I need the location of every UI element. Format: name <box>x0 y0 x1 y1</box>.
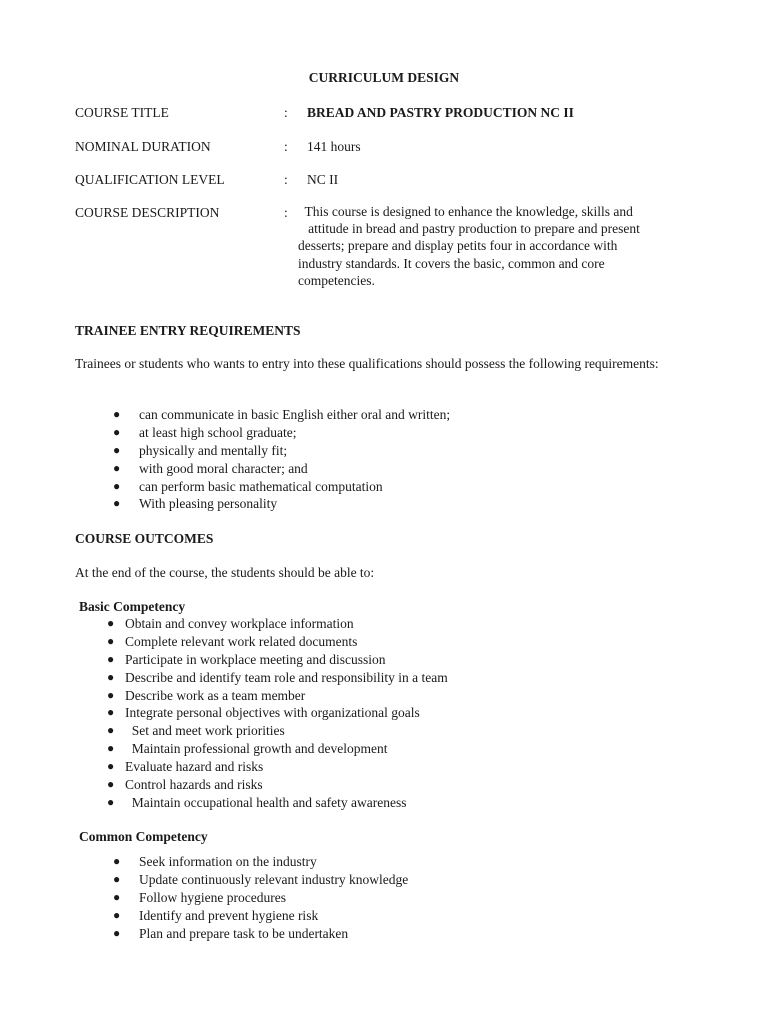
trainee-entry-heading: TRAINEE ENTRY REQUIREMENTS <box>75 323 301 338</box>
bullet-icon: ● <box>113 889 121 904</box>
course-description-line: desserts; prepare and display petits four in accordance with <box>298 238 618 254</box>
bullet-icon: ● <box>107 687 115 702</box>
bullet-icon: ● <box>113 496 121 511</box>
qualification-level-label: QUALIFICATION LEVEL <box>75 172 225 187</box>
bullet-icon: ● <box>113 925 121 940</box>
document-title: CURRICULUM DESIGN <box>308 70 460 85</box>
qualification-level-value: NC II <box>307 172 339 187</box>
bullet-icon: ● <box>107 759 115 774</box>
course-description-separator: : <box>284 205 288 220</box>
bullet-icon: ● <box>107 794 115 809</box>
trainee-entry-intro: Trainees or students who wants to entry into these qualifications should possess the following requirements: <box>75 356 659 371</box>
bullet-icon: ● <box>107 633 115 648</box>
course-outcomes-intro: At the end of the course, the students should be able to: <box>75 565 375 580</box>
common-competency-heading: Common Competency <box>79 829 208 844</box>
qualification-level-separator: : <box>284 172 288 187</box>
course-description-line: This course is designed to enhance the knowledge, skills and <box>298 204 633 219</box>
course-outcomes-heading: COURSE OUTCOMES <box>75 531 214 546</box>
bullet-icon: ● <box>107 669 115 684</box>
bullet-icon: ● <box>107 651 115 666</box>
bullet-icon: ● <box>113 478 121 493</box>
bullet-icon: ● <box>113 424 121 439</box>
bullet-icon: ● <box>113 907 121 922</box>
bullet-icon: ● <box>113 442 121 457</box>
basic-competency-heading: Basic Competency <box>79 599 186 614</box>
course-title-label: COURSE TITLE <box>75 105 169 120</box>
bullet-icon: ● <box>113 407 121 421</box>
nominal-duration-value: 141 hours <box>307 139 361 154</box>
course-title-separator: : <box>284 105 288 120</box>
course-description-line: industry standards. It covers the basic, common and core <box>298 255 605 271</box>
bullet-icon: ● <box>107 705 115 720</box>
bullet-icon: ● <box>107 777 115 792</box>
bullet-icon: ● <box>107 616 115 630</box>
course-description-label: COURSE DESCRIPTION <box>75 205 220 220</box>
nominal-duration-separator: : <box>284 139 288 154</box>
bullet-icon: ● <box>107 741 115 756</box>
nominal-duration-label: NOMINAL DURATION <box>75 139 211 154</box>
bullet-icon: ● <box>113 854 121 868</box>
course-description-line: attitude in bread and pastry production to prepare and present <box>298 221 640 237</box>
course-description-line: competencies. <box>298 272 375 288</box>
document-page: CURRICULUM DESIGN COURSE TITLE : BREAD AND PASTRY PRODUCTION NC II NOMINAL DURATION : 141 hours QUALIFICATION LEVEL : NC II COURSE DESCRIPTION : This course is designed to enhance the knowledge, skills and attitude in bread and pastry production to prepare and present desserts; prepare and display petits four in accordance with industry standards. It covers the basic, common and core competencies. TRAINEE ENTRY REQUIREMENTS Trainees or students who wants to entry into these qualifications should possess the following requirements: ● can communicate in basic English either oral and written; ● at least high school graduate; ● physically and mentally fit; ● with good moral character; and ● can perform basic mathematical computation ● With pleasing personality COURSE OUTCOMES At the end of the course, the students should be able to: Basic Competency ● Obtain and convey workplace information ● Complete relevant work related documents ● Participate in workplace meeting and discussion ● Describe and identify team role and responsibility in a team ● Describe work as a team member ● Integrate personal objectives with organizational goals ● Set and meet work priorities ● Maintain professional growth and development ● Evaluate hazard and risks ● Control hazards and risks ● Maintain occupational health and safety awareness Common Competency ● Seek information on the industry ● Update continuously relevant industry knowledge ● Follow hygiene procedures ● Identify and prevent hygiene risk ● Plan and prepare task to be undertaken <box>0 0 768 1024</box>
bullet-icon: ● <box>113 871 121 886</box>
bullet-icon: ● <box>113 460 121 475</box>
bullet-icon: ● <box>107 723 115 738</box>
course-description-text <box>298 203 640 289</box>
course-title-value: BREAD AND PASTRY PRODUCTION NC II <box>307 105 574 120</box>
